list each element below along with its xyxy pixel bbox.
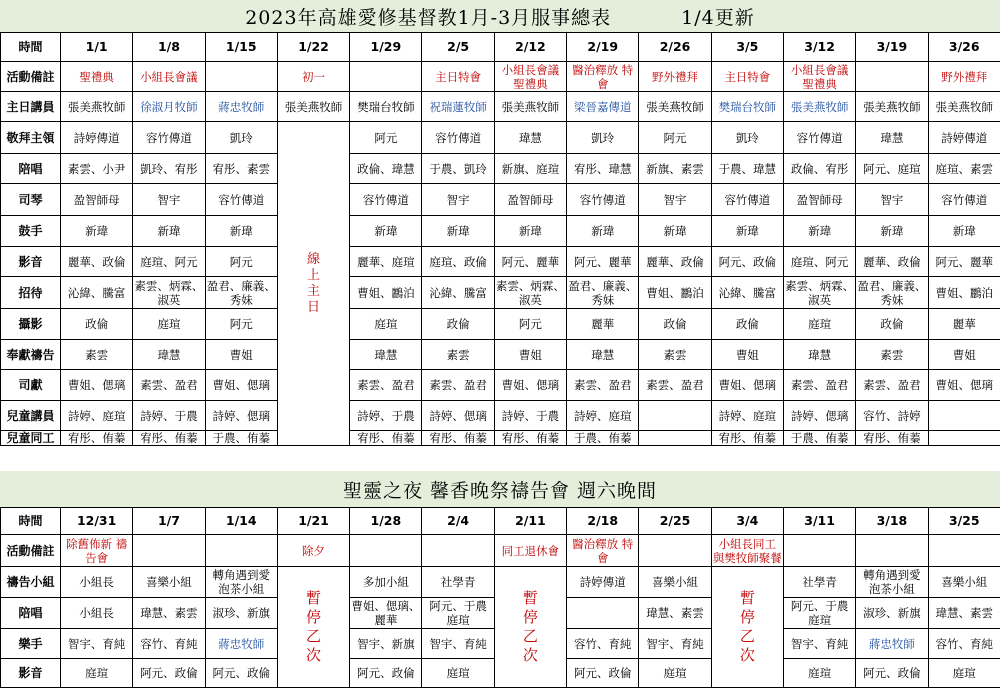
schedule-cell: 庭瑄 — [783, 309, 855, 340]
row-label: 司琴 — [1, 184, 61, 216]
date-header: 3/5 — [711, 33, 783, 62]
table-row — [1, 567, 1000, 598]
schedule-cell: 麗華 — [567, 309, 639, 340]
schedule-cell: 庭瑄 — [783, 659, 855, 688]
row-label: 兒童講員 — [1, 401, 61, 431]
schedule-cell: 曹姐、偲璃、麗華 — [351, 599, 421, 627]
schedule-cell: 阿元、政倫 — [133, 659, 205, 688]
row-label: 鼓手 — [1, 216, 61, 247]
row-label: 活動備註 — [1, 535, 61, 567]
schedule-cell: 阿元 — [205, 247, 277, 277]
schedule-cell: 政倫 — [711, 309, 783, 340]
schedule-cell: 麗華、政倫 — [856, 247, 928, 277]
schedule-cell: 于農、侑蓁 — [567, 431, 639, 446]
schedule-cell: 盈智師母 — [61, 184, 133, 216]
activity-cell — [928, 535, 1000, 567]
table-row — [1, 340, 1000, 370]
schedule-cell — [639, 401, 711, 431]
schedule-cell: 野外禮拜 — [639, 62, 711, 92]
schedule-cell: 容竹傳道 — [928, 184, 1000, 216]
schedule-cell: 瑋慧 — [133, 340, 205, 370]
schedule-cell: 政倫 — [422, 309, 494, 340]
date-header: 1/14 — [205, 508, 277, 535]
schedule-cell: 樊瑞台牧師 — [350, 92, 422, 122]
date-header: 2/19 — [567, 33, 639, 62]
schedule-cell: 蔣忠牧師 — [205, 92, 277, 122]
schedule-cell: 小組長會議 聖禮典 — [783, 62, 855, 92]
schedule-cell: 曹姐、鸝泊 — [639, 277, 711, 309]
schedule-cell: 阿元、政倫 — [856, 659, 928, 688]
schedule-cell: 政倫 — [856, 309, 928, 340]
prayer-meeting-title-bar — [0, 471, 1000, 507]
schedule-cell: 瑋慧、素雲 — [928, 598, 1000, 629]
date-header: 2/26 — [639, 33, 711, 62]
date-header: 3/26 — [928, 33, 1000, 62]
paused-note: 暫停乙次 — [494, 567, 566, 688]
schedule-cell: 素雲、炳霖、淑英 — [495, 278, 565, 307]
schedule-cell: 詩婷、偲璃 — [783, 401, 855, 431]
schedule-cell: 瑋慧 — [783, 340, 855, 370]
schedule-cell — [856, 62, 928, 92]
header-label: 時間 — [1, 508, 61, 535]
schedule-cell: 曹姐、偲璃 — [494, 370, 566, 401]
schedule-cell: 多加小組 — [350, 567, 422, 598]
date-header: 3/12 — [783, 33, 855, 62]
date-header: 2/25 — [639, 508, 711, 535]
schedule-cell: 阿元 — [205, 309, 277, 340]
schedule-cell: 阿元、麗華 — [494, 247, 566, 277]
schedule-cell: 政倫 — [639, 309, 711, 340]
schedule-cell: 智宇 — [133, 184, 205, 216]
schedule-cell: 詩婷傳道 — [567, 567, 639, 598]
schedule-cell: 阿元、于農 庭瑄 — [422, 598, 494, 629]
schedule-cell — [928, 401, 1000, 431]
date-header: 3/11 — [783, 508, 855, 535]
schedule-cell: 新瑋 — [422, 216, 494, 247]
schedule-cell: 曹姐、偲璃 — [61, 370, 133, 401]
table-row — [1, 401, 1000, 431]
schedule-cell — [350, 62, 422, 92]
activity-cell: 除夕 — [277, 535, 349, 567]
schedule-cell: 徐淑月牧師 — [133, 92, 205, 122]
schedule-cell: 張美燕牧師 — [494, 92, 566, 122]
schedule-cell: 新瑋 — [928, 216, 1000, 247]
schedule-cell: 蔣忠牧師 — [205, 629, 277, 659]
schedule-cell: 新瑋 — [567, 216, 639, 247]
schedule-cell: 庭瑄 — [928, 659, 1000, 688]
schedule-cell: 智宇、新旗 — [350, 629, 422, 659]
date-header: 3/18 — [856, 508, 928, 535]
schedule-cell: 新瑋 — [61, 216, 133, 247]
schedule-cell: 容竹、育純 — [928, 629, 1000, 659]
schedule-cell: 智宇 — [422, 184, 494, 216]
schedule-cell: 沁緯、騰富 — [422, 277, 494, 309]
row-label: 主日講員 — [1, 92, 61, 122]
table-row — [1, 62, 1000, 92]
table-row — [1, 184, 1000, 216]
activity-cell — [422, 535, 494, 567]
schedule-cell: 宥彤、侑蓁 — [711, 431, 783, 446]
schedule-cell: 瑋慧 — [856, 122, 928, 154]
header-label: 時間 — [1, 33, 61, 62]
schedule-cell: 容竹傳道 — [205, 184, 277, 216]
schedule-cell: 政倫、宥彤 — [783, 154, 855, 184]
schedule-cell: 政倫、瑋慧 — [350, 154, 422, 184]
schedule-cell: 智宇、育純 — [783, 629, 855, 659]
schedule-cell: 智宇、育純 — [422, 629, 494, 659]
paused-note: 暫停乙次 — [711, 567, 783, 688]
schedule-cell: 阿元、政倫 — [711, 247, 783, 277]
schedule-cell: 轉角遇到愛 泡茶小組 — [856, 567, 928, 598]
schedule-cell: 庭瑄、阿元 — [133, 247, 205, 277]
schedule-cell: 庭瑄、素雲 — [928, 154, 1000, 184]
schedule-cell: 小組長會議 聖禮典 — [494, 62, 566, 92]
schedule-cell: 阿元、政倫 — [350, 659, 422, 688]
activity-cell — [783, 535, 855, 567]
schedule-cell: 素雲、盈君 — [856, 370, 928, 401]
schedule-cell: 曹姐 — [928, 340, 1000, 370]
schedule-cell: 阿元 — [350, 122, 422, 154]
prayer-meeting-table — [0, 507, 1000, 688]
schedule-cell: 庭瑄 — [133, 309, 205, 340]
schedule-cell: 素雲 — [856, 340, 928, 370]
schedule-cell: 梁晉嘉傳道 — [567, 92, 639, 122]
schedule-cell: 盈君、廉義、秀妹 — [568, 278, 638, 307]
date-header: 2/11 — [494, 508, 566, 535]
schedule-cell: 凱玲 — [567, 122, 639, 154]
schedule-cell: 詩婷、偲璃 — [422, 401, 494, 431]
activity-cell: 除舊佈新 禱告會 — [61, 535, 133, 567]
schedule-cell: 張美燕牧師 — [639, 92, 711, 122]
row-label: 攝影 — [1, 309, 61, 340]
schedule-cell: 素雲 — [422, 340, 494, 370]
schedule-cell: 新旗、庭瑄 — [494, 154, 566, 184]
schedule-cell: 宥彤、瑋慧 — [567, 154, 639, 184]
table-row — [1, 247, 1000, 277]
table-row — [1, 122, 1000, 154]
schedule-cell: 詩婷、于農 — [350, 401, 422, 431]
schedule-cell — [928, 431, 1000, 446]
schedule-cell: 喜樂小組 — [133, 567, 205, 598]
activity-cell — [205, 535, 277, 567]
schedule-cell: 瑋慧 — [567, 340, 639, 370]
schedule-cell: 新瑋 — [494, 216, 566, 247]
schedule-cell — [639, 431, 711, 446]
schedule-cell: 小組長 — [61, 598, 133, 629]
schedule-cell: 素雲、盈君 — [422, 370, 494, 401]
schedule-cell: 容竹、詩婷 — [856, 401, 928, 431]
paused-note: 暫停乙次 — [277, 567, 349, 688]
schedule-cell: 于農、侑蓁 — [205, 431, 277, 446]
schedule-cell: 瑋慧 — [350, 340, 422, 370]
date-header: 3/4 — [711, 508, 783, 535]
schedule-cell: 新瑋 — [205, 216, 277, 247]
schedule-cell: 聖禮典 — [61, 62, 133, 92]
schedule-cell: 詩婷、庭瑄 — [711, 401, 783, 431]
row-label: 兒童同工 — [1, 431, 61, 446]
schedule-cell: 凱玲 — [711, 122, 783, 154]
header-row — [1, 33, 1000, 62]
schedule-title: 2023年高雄愛修基督教1月-3月服事總表 — [245, 6, 612, 29]
date-header: 2/5 — [422, 33, 494, 62]
activity-row — [1, 535, 1000, 567]
schedule-cell: 詩婷、于農 — [494, 401, 566, 431]
date-header: 2/4 — [422, 508, 494, 535]
table-row — [1, 154, 1000, 184]
schedule-cell: 詩婷、于農 — [133, 401, 205, 431]
schedule-cell: 喜樂小組 — [639, 567, 711, 598]
row-label: 影音 — [1, 659, 61, 688]
header-row — [1, 508, 1000, 535]
schedule-cell: 詩婷傳道 — [61, 122, 133, 154]
schedule-cell: 素雲、炳霖、淑英 — [785, 278, 855, 307]
date-header: 1/8 — [133, 33, 205, 62]
date-header: 1/21 — [277, 508, 349, 535]
schedule-cell: 素雲、盈君 — [567, 370, 639, 401]
schedule-cell: 轉角遇到愛 泡茶小組 — [205, 567, 277, 598]
schedule-cell: 宥彤、侑蓁 — [61, 431, 133, 446]
date-header: 1/29 — [350, 33, 422, 62]
schedule-cell: 盈智師母 — [494, 184, 566, 216]
schedule-cell: 阿元 — [639, 122, 711, 154]
schedule-cell: 阿元 — [494, 309, 566, 340]
schedule-cell: 淑珍、新旗 — [205, 598, 277, 629]
schedule-cell: 阿元、于農 庭瑄 — [783, 598, 855, 629]
schedule-cell: 瑋慧 — [494, 122, 566, 154]
schedule-cell: 張美燕牧師 — [928, 92, 1000, 122]
schedule-cell: 庭瑄 — [639, 659, 711, 688]
activity-cell — [350, 535, 422, 567]
schedule-cell: 新瑋 — [856, 216, 928, 247]
schedule-cell: 阿元、政倫 — [567, 659, 639, 688]
schedule-cell — [567, 598, 639, 629]
schedule-cell: 阿元、麗華 — [567, 247, 639, 277]
table-row — [1, 92, 1000, 122]
schedule-cell: 野外禮拜 — [928, 62, 1000, 92]
schedule-cell: 張美燕牧師 — [856, 92, 928, 122]
schedule-cell: 素雲、炳霖、淑英 — [134, 278, 204, 307]
schedule-cell: 盈君、廉義、秀妹 — [857, 278, 927, 307]
schedule-cell: 容竹、育純 — [567, 629, 639, 659]
schedule-cell: 社學青 — [422, 567, 494, 598]
schedule-cell: 小組長 — [61, 567, 133, 598]
updated-note: 1/4更新 — [681, 6, 755, 29]
schedule-cell: 盈智師母 — [783, 184, 855, 216]
schedule-cell: 瑋慧、素雲 — [639, 598, 711, 629]
schedule-cell: 沁緯、騰富 — [711, 277, 783, 309]
schedule-cell: 樊瑞台牧師 — [711, 92, 783, 122]
schedule-cell: 詩婷、偲璃 — [205, 401, 277, 431]
activity-cell: 醫治釋放 特會 — [567, 535, 639, 567]
row-label: 禱告小組 — [1, 567, 61, 598]
schedule-cell — [205, 62, 277, 92]
activity-cell — [639, 535, 711, 567]
schedule-cell: 宥彤、素雲 — [205, 154, 277, 184]
date-header: 12/31 — [61, 508, 133, 535]
table-row — [1, 370, 1000, 401]
row-label: 陪唱 — [1, 154, 61, 184]
schedule-cell: 凱玲 — [205, 122, 277, 154]
schedule-cell: 于農、瑋慧 — [711, 154, 783, 184]
schedule-cell: 張美燕牧師 — [61, 92, 133, 122]
date-header: 1/1 — [61, 33, 133, 62]
schedule-cell: 瑋慧、素雲 — [133, 598, 205, 629]
schedule-cell: 凱玲、宥彤 — [133, 154, 205, 184]
schedule-cell: 庭瑄、政倫 — [422, 247, 494, 277]
schedule-cell: 詩婷、庭瑄 — [567, 401, 639, 431]
schedule-cell: 素雲、盈君 — [639, 370, 711, 401]
table-row — [1, 216, 1000, 247]
schedule-cell: 容竹傳道 — [567, 184, 639, 216]
schedule-cell: 智宇 — [856, 184, 928, 216]
sunday-service-table — [0, 32, 1000, 446]
schedule-cell: 素雲、盈君 — [783, 370, 855, 401]
schedule-cell: 容竹傳道 — [350, 184, 422, 216]
schedule-cell: 智宇 — [639, 184, 711, 216]
schedule-cell: 小組長會議 — [133, 62, 205, 92]
row-label: 敬拜主領 — [1, 122, 61, 154]
schedule-cell: 素雲 — [61, 340, 133, 370]
schedule-cell: 醫治釋放 特會 — [567, 62, 639, 92]
schedule-cell: 曹姐、鸝泊 — [350, 277, 422, 309]
schedule-cell: 新旗、素雲 — [639, 154, 711, 184]
schedule-cell: 曹姐 — [494, 340, 566, 370]
schedule-cell: 素雲、盈君 — [133, 370, 205, 401]
schedule-cell: 于農、凱玲 — [422, 154, 494, 184]
date-header: 1/15 — [205, 33, 277, 62]
schedule-cell: 庭瑄 — [61, 659, 133, 688]
row-label: 影音 — [1, 247, 61, 277]
schedule-cell: 阿元、政倫 — [205, 659, 277, 688]
schedule-cell: 曹姐 — [711, 340, 783, 370]
schedule-cell: 新瑋 — [639, 216, 711, 247]
row-label: 陪唱 — [1, 598, 61, 629]
schedule-cell: 曹姐、偲璃 — [711, 370, 783, 401]
schedule-cell: 阿元、麗華 — [928, 247, 1000, 277]
prayer-meeting-title: 聖靈之夜 馨香晚祭禱告會 週六晚間 — [342, 479, 658, 502]
schedule-cell: 素雲、盈君 — [350, 370, 422, 401]
schedule-cell: 沁緯、騰富 — [61, 277, 133, 309]
online-service-note: 線上主日 — [277, 122, 349, 446]
schedule-cell: 宥彤、侑蓁 — [133, 431, 205, 446]
row-label: 樂手 — [1, 629, 61, 659]
schedule-cell: 庭瑄 — [422, 659, 494, 688]
date-header: 1/28 — [350, 508, 422, 535]
schedule-cell: 容竹傳道 — [133, 122, 205, 154]
schedule-cell: 麗華、政倫 — [61, 247, 133, 277]
schedule-cell: 宥彤、侑蓁 — [494, 431, 566, 446]
schedule-cell: 阿元、庭瑄 — [856, 154, 928, 184]
schedule-cell: 庭瑄 — [350, 309, 422, 340]
schedule-cell: 新瑋 — [133, 216, 205, 247]
schedule-cell: 喜樂小組 — [928, 567, 1000, 598]
activity-cell — [856, 535, 928, 567]
activity-cell: 小組長同工 與樊牧師聚餐 — [712, 536, 782, 565]
row-label: 活動備註 — [1, 62, 61, 92]
schedule-cell: 宥彤、侑蓁 — [856, 431, 928, 446]
date-header: 2/12 — [494, 33, 566, 62]
schedule-cell: 曹姐、偲璃 — [928, 370, 1000, 401]
schedule-cell: 社學青 — [783, 567, 855, 598]
row-label: 司獻 — [1, 370, 61, 401]
schedule-cell: 主日特會 — [711, 62, 783, 92]
schedule-cell: 淑珍、新旗 — [856, 598, 928, 629]
date-header: 1/7 — [133, 508, 205, 535]
table-row — [1, 277, 1000, 309]
schedule-cell: 于農、侑蓁 — [783, 431, 855, 446]
schedule-cell: 詩婷、庭瑄 — [61, 401, 133, 431]
schedule-cell: 素雲 — [639, 340, 711, 370]
schedule-cell: 新瑋 — [783, 216, 855, 247]
schedule-cell: 曹姐 — [205, 340, 277, 370]
schedule-cell: 庭瑄、阿元 — [783, 247, 855, 277]
schedule-cell: 政倫 — [61, 309, 133, 340]
table-row — [1, 431, 1000, 446]
activity-cell: 同工退休會 — [494, 535, 566, 567]
schedule-cell: 張美燕牧師 — [783, 92, 855, 122]
schedule-cell: 麗華、庭瑄 — [350, 247, 422, 277]
schedule-cell: 新瑋 — [711, 216, 783, 247]
schedule-cell: 智宇、育純 — [639, 629, 711, 659]
schedule-cell: 詩婷傳道 — [928, 122, 1000, 154]
schedule-cell: 曹姐、偲璃 — [205, 370, 277, 401]
row-label: 招待 — [1, 277, 61, 309]
schedule-cell: 麗華 — [928, 309, 1000, 340]
table-row — [1, 309, 1000, 340]
schedule-cell: 宥彤、侑蓁 — [422, 431, 494, 446]
schedule-cell: 盈君、廉義、秀妹 — [206, 278, 276, 307]
schedule-cell: 智宇、育純 — [61, 629, 133, 659]
schedule-cell: 素雲、小尹 — [61, 154, 133, 184]
schedule-cell: 蔣忠牧師 — [856, 629, 928, 659]
schedule-cell: 初一 — [277, 62, 349, 92]
schedule-cell: 祝瑞蓮牧師 — [422, 92, 494, 122]
schedule-cell: 容竹傳道 — [422, 122, 494, 154]
schedule-title-bar — [0, 0, 1000, 32]
schedule-cell: 宥彤、侑蓁 — [350, 431, 422, 446]
schedule-cell: 主日特會 — [422, 62, 494, 92]
schedule-cell: 新瑋 — [350, 216, 422, 247]
date-header: 3/25 — [928, 508, 1000, 535]
row-label: 奉獻禱告 — [1, 340, 61, 370]
schedule-cell: 麗華、政倫 — [639, 247, 711, 277]
schedule-cell: 容竹傳道 — [711, 184, 783, 216]
schedule-cell: 曹姐、鸝泊 — [928, 277, 1000, 309]
schedule-cell: 容竹、育純 — [133, 629, 205, 659]
activity-cell — [133, 535, 205, 567]
schedule-cell: 張美燕牧師 — [277, 92, 349, 122]
date-header: 2/18 — [567, 508, 639, 535]
date-header: 3/19 — [856, 33, 928, 62]
schedule-cell: 容竹傳道 — [783, 122, 855, 154]
date-header: 1/22 — [277, 33, 349, 62]
